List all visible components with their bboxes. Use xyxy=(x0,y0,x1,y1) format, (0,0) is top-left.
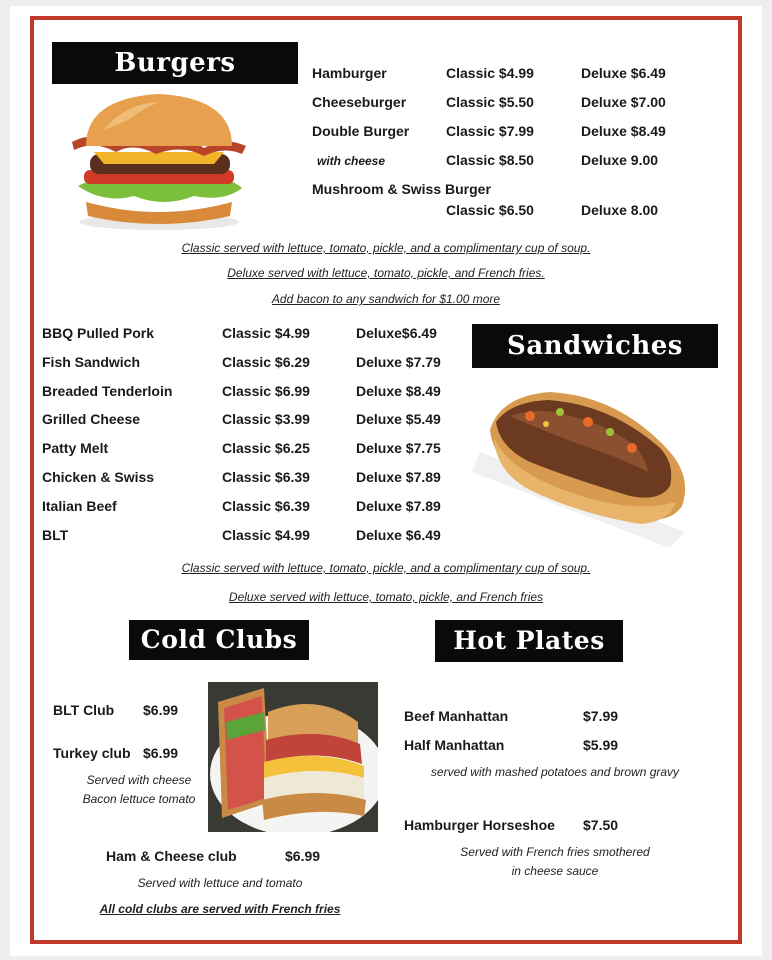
classic-price: Classic $4.99 xyxy=(222,527,310,543)
item-name: Chicken & Swiss xyxy=(42,469,155,485)
sandwich-note-classic: Classic served with lettuce, tomato, pickle, and a complimentary cup of soup. xyxy=(181,561,591,575)
turkey-club-name: Turkey club xyxy=(53,745,131,761)
item-name: Double Burger xyxy=(312,123,410,139)
burger-row xyxy=(312,94,712,114)
cold-clubs-banner: Cold Clubs xyxy=(129,620,309,660)
manhattan-note: served with mashed potatoes and brown gravy xyxy=(430,765,680,779)
sandwich-note-deluxe: Deluxe served with lettuce, tomato, pickle, and French fries xyxy=(228,590,544,604)
item-name: with cheese xyxy=(317,154,386,168)
deluxe-price: Deluxe $8.49 xyxy=(356,383,441,399)
ham-cheese-club-note: Served with lettuce and tomato xyxy=(137,876,303,890)
item-name: Cheeseburger xyxy=(312,94,407,110)
club-sandwich-image xyxy=(208,682,378,832)
deluxe-price: Deluxe $6.49 xyxy=(581,65,666,81)
item-name: Mushroom & Swiss Burger xyxy=(312,181,491,197)
sandwich-row xyxy=(42,354,462,374)
classic-price: Classic $6.50 xyxy=(446,202,534,218)
item-name: BLT xyxy=(42,527,69,543)
deluxe-price: Deluxe$6.49 xyxy=(356,325,437,341)
turkey-club-price: $6.99 xyxy=(143,745,179,761)
item-name: Grilled Cheese xyxy=(42,411,141,427)
classic-price: Classic $4.99 xyxy=(446,65,534,81)
horseshoe-note-1: Served with French fries smothered xyxy=(460,845,650,859)
burgers-banner: Burgers xyxy=(52,42,298,84)
classic-price: Classic $6.39 xyxy=(222,498,310,514)
burger-row xyxy=(312,181,712,225)
sandwich-row xyxy=(42,325,462,345)
cold-clubs-footer-note: All cold clubs are served with French fries xyxy=(99,902,341,916)
classic-price: Classic $6.39 xyxy=(222,469,310,485)
classic-price: Classic $6.29 xyxy=(222,354,310,370)
sandwich-row xyxy=(42,383,462,403)
deluxe-price: Deluxe $7.89 xyxy=(356,469,441,485)
deluxe-price: Deluxe 8.00 xyxy=(581,202,659,218)
blt-club-price: $6.99 xyxy=(143,702,179,718)
turkey-club-note-2: Bacon lettuce tomato xyxy=(82,792,196,806)
burger-note-deluxe: Deluxe served with lettuce, tomato, pickle, and French fries. xyxy=(227,266,545,280)
horseshoe-note-2: in cheese sauce xyxy=(511,864,599,878)
item-name: Patty Melt xyxy=(42,440,109,456)
item-name: Italian Beef xyxy=(42,498,117,514)
item-name: Breaded Tenderloin xyxy=(42,383,173,399)
sandwich-row xyxy=(42,411,462,431)
hamburger-horseshoe-name: Hamburger Horseshoe xyxy=(404,817,555,833)
deluxe-price: Deluxe $6.49 xyxy=(356,527,441,543)
classic-price: Classic $6.99 xyxy=(222,383,310,399)
classic-price: Classic $3.99 xyxy=(222,411,310,427)
burger-row xyxy=(312,123,712,143)
burger-note-bacon: Add bacon to any sandwich for $1.00 more xyxy=(271,292,501,306)
half-manhattan-name: Half Manhattan xyxy=(404,737,505,753)
deluxe-price: Deluxe 9.00 xyxy=(581,152,659,168)
sandwich-row xyxy=(42,527,462,547)
item-name: Fish Sandwich xyxy=(42,354,141,370)
sandwich-row xyxy=(42,469,462,489)
classic-price: Classic $6.25 xyxy=(222,440,310,456)
deluxe-price: Deluxe $8.49 xyxy=(581,123,666,139)
classic-price: Classic $4.99 xyxy=(222,325,310,341)
beef-manhattan-price: $7.99 xyxy=(583,708,619,724)
turkey-club-note-1: Served with cheese xyxy=(86,773,192,787)
deluxe-price: Deluxe $5.49 xyxy=(356,411,441,427)
italian-beef-sandwich-image xyxy=(470,382,696,548)
item-name: Hamburger xyxy=(312,65,387,81)
deluxe-price: Deluxe $7.79 xyxy=(356,354,441,370)
classic-price: Classic $7.99 xyxy=(446,123,534,139)
beef-manhattan-name: Beef Manhattan xyxy=(404,708,509,724)
item-name: BBQ Pulled Pork xyxy=(42,325,155,341)
classic-price: Classic $8.50 xyxy=(446,152,534,168)
ham-cheese-club-price: $6.99 xyxy=(285,848,321,864)
deluxe-price: Deluxe $7.00 xyxy=(581,94,666,110)
burger-image xyxy=(64,90,254,232)
classic-price: Classic $5.50 xyxy=(446,94,534,110)
hot-plates-banner: Hot Plates xyxy=(435,620,623,662)
deluxe-price: Deluxe $7.75 xyxy=(356,440,441,456)
sandwich-row xyxy=(42,498,462,518)
burger-row xyxy=(312,65,712,85)
sandwiches-banner: Sandwiches xyxy=(472,324,718,368)
burger-row xyxy=(312,152,712,172)
sandwich-row xyxy=(42,440,462,460)
blt-club-name: BLT Club xyxy=(53,702,115,718)
burger-note-classic: Classic served with lettuce, tomato, pickle, and a complimentary cup of soup. xyxy=(181,241,591,255)
deluxe-price: Deluxe $7.89 xyxy=(356,498,441,514)
hamburger-horseshoe-price: $7.50 xyxy=(583,817,619,833)
ham-cheese-club-name: Ham & Cheese club xyxy=(106,848,237,864)
half-manhattan-price: $5.99 xyxy=(583,737,619,753)
